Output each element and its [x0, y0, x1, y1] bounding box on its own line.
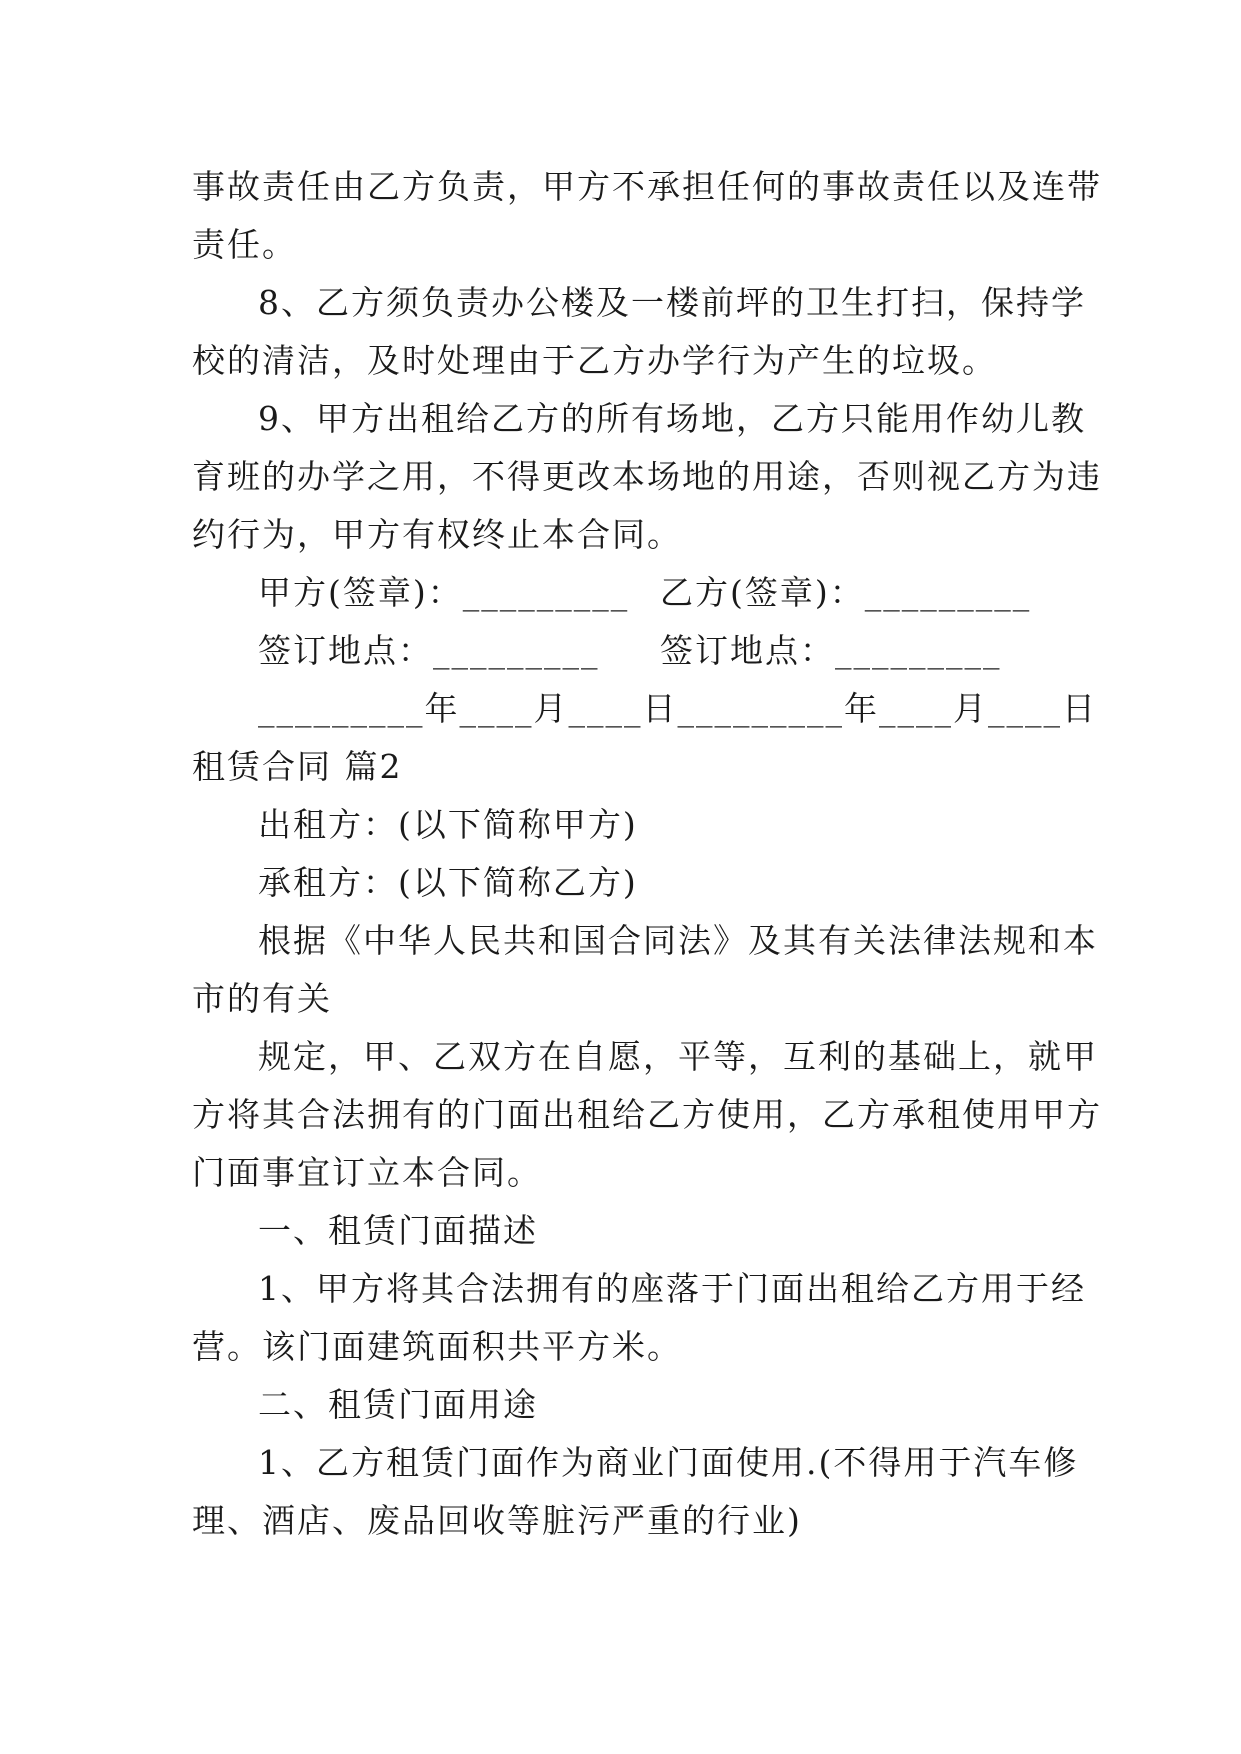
- signing-date-row: _________年____月____日_________年____月____日: [258, 689, 1097, 728]
- agreement-line-2: 方将其合法拥有的门面出租给乙方使用，乙方承租使用甲方: [192, 1095, 1102, 1134]
- intro-line-1: 根据《中华人民共和国合同法》及其有关法律法规和本: [258, 921, 1098, 960]
- party-b-signature: 乙方(签章)：_________: [660, 573, 1032, 612]
- document-body: [192, 158, 1102, 1550]
- lessor-line: 出租方：(以下简称甲方): [258, 805, 638, 844]
- paragraph-line: 责任。: [192, 225, 297, 264]
- agreement-line-1: 规定，甲、乙双方在自愿，平等，互利的基础上，就甲: [258, 1037, 1098, 1076]
- article-2-heading: 二、租赁门面用途: [258, 1385, 538, 1424]
- clause-8-line-1: 8、乙方须负责办公楼及一楼前坪的卫生打扫，保持学: [258, 283, 1086, 322]
- section-heading: 租赁合同 篇2: [192, 747, 403, 786]
- clause-9-line-1: 9、甲方出租给乙方的所有场地，乙方只能用作幼儿教: [258, 399, 1086, 438]
- article-1-item-line-1: 1、甲方将其合法拥有的座落于门面出租给乙方用于经: [258, 1269, 1086, 1308]
- party-a-signature: 甲方(签章)：_________: [258, 573, 630, 612]
- agreement-line-3: 门面事宜订立本合同。: [192, 1153, 542, 1192]
- intro-line-2: 市的有关: [192, 979, 332, 1018]
- lessee-line: 承租方：(以下简称乙方): [258, 863, 638, 902]
- clause-9-line-3: 约行为，甲方有权终止本合同。: [192, 515, 682, 554]
- signature-row: [192, 564, 1054, 622]
- clause-9-line-2: 育班的办学之用，不得更改本场地的用途，否则视乙方为违: [192, 457, 1102, 496]
- signing-place-row: [192, 622, 1054, 680]
- party-b-signing-place: 签订地点：_________: [660, 631, 1002, 670]
- article-2-item-line-1: 1、乙方租赁门面作为商业门面使用.(不得用于汽车修: [258, 1443, 1079, 1482]
- clause-8-line-2: 校的清洁，及时处理由于乙方办学行为产生的垃圾。: [192, 341, 997, 380]
- party-a-signing-place: 签订地点：_________: [258, 631, 600, 670]
- article-1-heading: 一、租赁门面描述: [258, 1211, 538, 1250]
- article-2-item-line-2: 理、酒店、废品回收等脏污严重的行业): [192, 1501, 802, 1540]
- article-1-item-line-2: 营。该门面建筑面积共平方米。: [192, 1327, 682, 1366]
- paragraph-line: 事故责任由乙方负责，甲方不承担任何的事故责任以及连带: [192, 167, 1102, 206]
